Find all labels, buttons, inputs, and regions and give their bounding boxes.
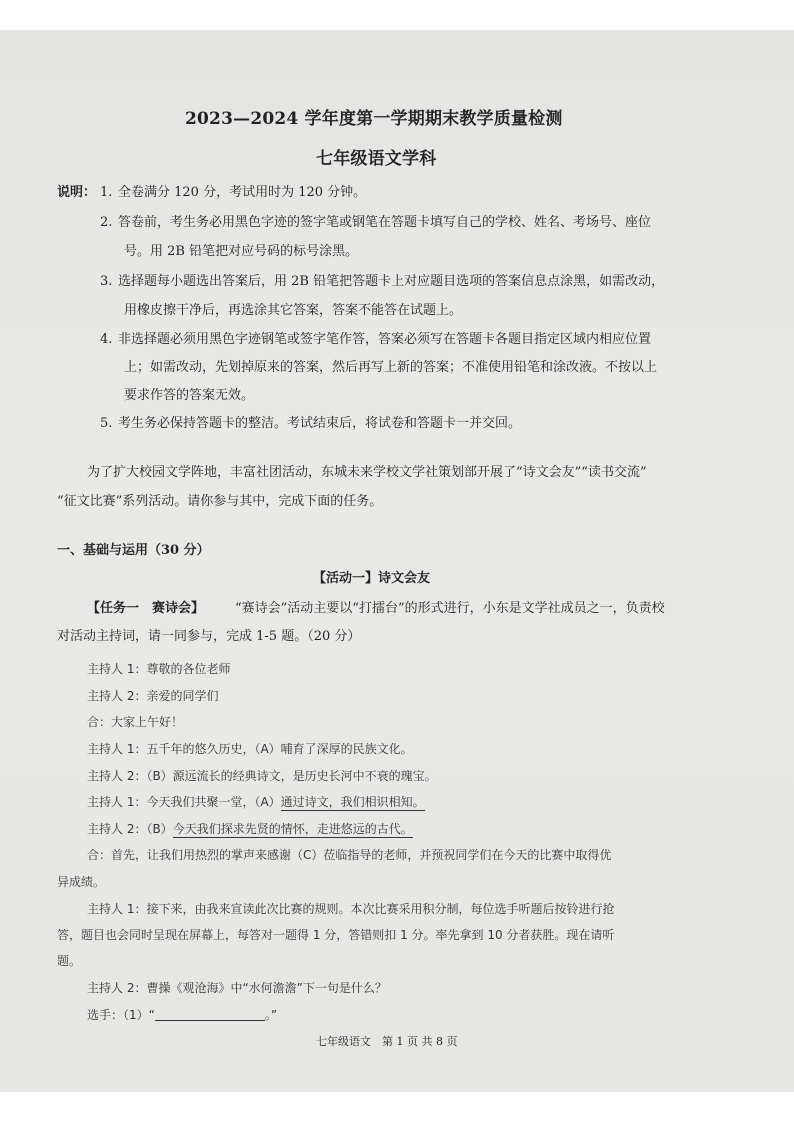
script-line — [87, 820, 413, 837]
script-line: 题。 — [57, 954, 82, 968]
instruction-text: 要求作答的答案无效。 — [124, 388, 255, 403]
instruction-text: 全卷满分 120 分，考试用时为 120 分钟。 — [118, 185, 367, 200]
answer-blank[interactable] — [155, 1008, 265, 1021]
script-line: 主持人 2：亲爱的同学们 — [87, 689, 219, 703]
script-line: 主持人 1：尊敬的各位老师 — [87, 662, 231, 676]
intro-text: “征文比赛”系列活动。请你参与其中，完成下面的任务。 — [57, 494, 383, 509]
script-line — [87, 793, 425, 810]
answer-line — [87, 1006, 277, 1023]
answer-suffix: 。” — [264, 1008, 278, 1022]
script-line: 异成绩。 — [57, 875, 106, 889]
instruction-text: 选择题每小题选出答案后，用 2B 铅笔把答题卡上对应题目选项的答案信息点涂黑，如需改动， — [118, 274, 665, 289]
page-footer: 七年级语文 第 1 页 共 8 页 — [316, 1035, 458, 1048]
script-line: 主持人 2：（B）源远流长的经典诗文，是历史长河中不衰的瑰宝。 — [87, 769, 437, 783]
instruction-text: 非选择题必须用黑色字迹钢笔或签字笔作答，答案必须写在答题卡各题目指定区域内相应位置 — [118, 332, 652, 347]
underlined-sentence-b: 今天我们探求先贤的情怀，走进悠远的古代。 — [172, 822, 413, 836]
instructions-label: 说明： — [57, 185, 97, 200]
script-line: 合：大家上午好！ — [87, 715, 184, 729]
instruction-text: 用橡皮擦干净后，再选涂其它答案，答案不能答在试题上。 — [124, 303, 463, 318]
instruction-number: 1. — [100, 185, 113, 200]
instruction-number: 2. — [100, 215, 113, 230]
underlined-sentence-a: 通过诗文，我们相识相知。 — [280, 795, 425, 809]
script-line: 答，题目也会同时呈现在屏幕上，每答对一题得 1 分，答错则扣 1 分。率先拿到 10 分者获胜。现在请听 — [57, 928, 615, 942]
script-line: 主持人 1：接下来，由我来宣读此次比赛的规则。本次比赛采用积分制，每位选手听题后按铃进行抢 — [87, 902, 615, 916]
exam-page — [0, 30, 794, 1092]
instruction-text: 考生务必保持答题卡的整洁。考试结束后，将试卷和答题卡一并交回。 — [118, 416, 522, 431]
instruction-text: 号。用 2B 铅笔把对应号码的标号涂黑。 — [124, 244, 359, 259]
task-label: 【任务一 赛诗会】 — [87, 601, 205, 616]
instruction-number: 4. — [100, 332, 113, 347]
script-line-start: 主持人 2：（B） — [87, 822, 173, 836]
exam-title: 2023—2024 学年度第一学期期末教学质量检测 — [185, 109, 563, 129]
activity-heading: 【活动一】诗文会友 — [313, 571, 431, 586]
script-line: 合：首先，让我们用热烈的掌声来感谢（C）莅临指导的老师，并预祝同学们在今天的比赛中取得优 — [87, 848, 612, 862]
exam-subtitle: 七年级语文学科 — [316, 149, 437, 169]
script-line: 主持人 2：曹操《观沧海》中“水何澹澹”下一句是什么？ — [87, 981, 387, 995]
task-text: “赛诗会”活动主要以“打擂台”的形式进行，小东是文学社成员之一，负责校 — [235, 601, 665, 616]
section-heading: 一、基础与运用（30 分） — [57, 543, 210, 558]
script-line-start: 主持人 1：今天我们共聚一堂，（A） — [87, 795, 281, 809]
instruction-number: 5. — [100, 416, 113, 431]
script-line: 主持人 1：五千年的悠久历史，（A）哺育了深厚的民族文化。 — [87, 742, 413, 756]
instruction-text: 上；如需改动，先划掉原来的答案，然后再写上新的答案；不准使用铅笔和涂改液。不按以上 — [124, 360, 658, 375]
answer-prefix: 选手：（1）“ — [87, 1008, 155, 1022]
intro-text: 为了扩大校园文学阵地，丰富社团活动，东城未来学校文学社策划部开展了“诗文会友”“读书交流” — [87, 465, 647, 480]
instruction-text: 答卷前，考生务必用黑色字迹的签字笔或钢笔在答题卡填写自己的学校、姓名、考场号、座位 — [118, 215, 652, 230]
task-text: 对活动主持词，请一同参与，完成 1-5 题。（20 分） — [57, 629, 361, 644]
instruction-number: 3. — [100, 274, 113, 289]
